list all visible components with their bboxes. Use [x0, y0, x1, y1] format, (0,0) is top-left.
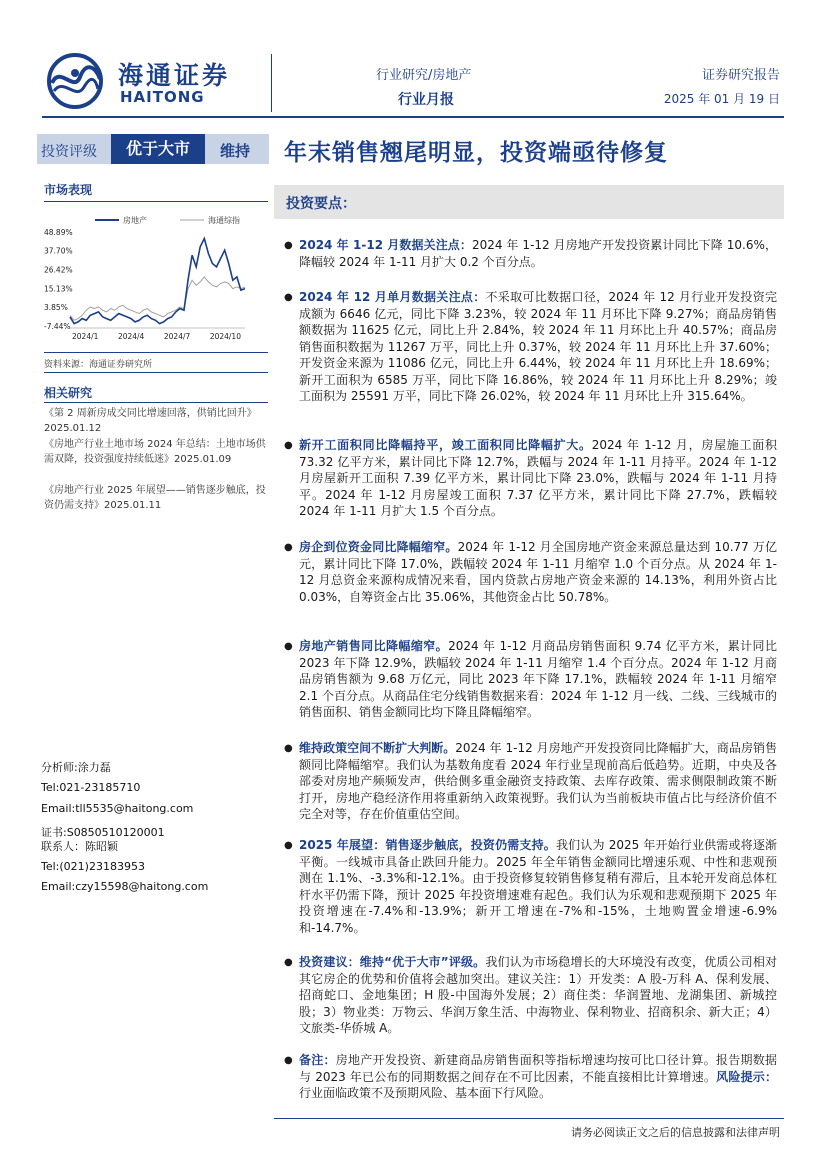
chart-source-rule-bottom [44, 372, 268, 373]
report-date: 2025 年 01 月 19 日 [663, 92, 780, 106]
key-point-lead: 2024 年 12 月单月数据关注点： [299, 290, 486, 304]
risk-text: 行业面临政策不及预期风险、基本面下行风险。 [299, 1086, 552, 1100]
x-tick-label: 2024/1 [72, 332, 99, 341]
rating-label: 投资评级 [41, 144, 97, 160]
y-tick-label: 15.13% [44, 284, 73, 294]
key-point-lead: 备注： [299, 1053, 336, 1067]
report-category: 行业研究/房地产 [376, 68, 472, 83]
analyst-email[interactable]: Email:tll5535@haitong.com [41, 802, 194, 815]
research-item[interactable]: 《房地产行业 2025 年展望——销售逐步触底，投资仍需支持》2025.01.11 [44, 485, 266, 511]
contact-tel: Tel:(021)23183953 [41, 860, 145, 873]
bullet-icon: ● [284, 292, 293, 303]
key-point [299, 837, 777, 936]
research-section-rule [44, 402, 268, 403]
bullet-icon: ● [284, 440, 293, 451]
analyst-tel: Tel:021-23185710 [41, 781, 141, 794]
key-point-lead: 房企到位资金同比降幅缩窄。 [299, 540, 458, 554]
research-item[interactable]: 《房地产行业土地市场 2024 年总结：土地市场供需双降，投资强度持续低迷》2025.01.09 [44, 439, 266, 465]
rating-value: 优于大市 [111, 134, 205, 164]
header-divider [271, 54, 272, 112]
legend-label: 海通综指 [208, 216, 240, 225]
key-point-lead: 房地产销售同比降幅缩窄。 [299, 639, 449, 653]
key-point-text: 2024 年 1-12 月房地产开发投资同比降幅扩大，商品房销售额同比降幅缩窄。我们认为基数角度看 2024 年行业呈现前高后低趋势。近期，中央及各部委对房地产频频发声，供给侧多重金融资支持政策、去库存政策、需求侧限制政策不断打开，房地产稳经济作用将重新纳入政策视野。我们认为当前板块市值占比与经济价值不完全对等，存在价值重估空间。 [299, 741, 777, 821]
key-point [299, 539, 777, 605]
key-point-text: 2024 年 1-12 月商品房销售面积 9.74 亿平方米，累计同比 2023 年下降 12.9%，跌幅较 2024 年 1-11 月缩窄 1.4 个百分点。2024 年 1-12 月商品房销售额为 9.68 万亿元，同比 2023 年下降 17.1%，跌幅较 2024 年 1-11 月缩窄 2.1 个百分点。从商品住宅分线销售数据来看：2024 年 1-12 月一线、二线、三线城市的销售面积、销售金额同比均下降且降幅缩窄。 [299, 639, 777, 719]
risk-lead: 风险提示： [716, 1069, 777, 1084]
key-points-title: 投资要点： [286, 196, 356, 212]
page-title: 年末销售翘尾明显，投资端亟待修复 [284, 140, 668, 166]
key-point-text: 不采取可比数据口径，2024 年 12 月行业开发投资完成额为 6646 亿元，同比下降 3.23%，较 2024 年 11 月环比下降 9.27%；商品房销售额数据为 11625 亿元，同比上升 2.84%，较 2024 年 11 月环比上升 40.57%；商品房销售面积数据为 11267 万平，同比上升 0.37%，较 2024 年 11 月环比上升 37.60%；开发资金来源为 11086 亿元，同比上升 6.44%，较 2024 年 11 月环比上升 18.69%；新开工面积为 6585 万平，同比下降 16.86%，较 2024 年 11 月环比上升 8.29%；竣工面积为 25591 万平，同比下降 26.02%，较 2024 年 11 月环比上升 315.64%。 [299, 290, 777, 403]
bullet-icon: ● [284, 240, 293, 251]
research-item[interactable]: 《第 2 周新房成交同比增速回落，供销比回升》2025.01.12 [44, 408, 257, 434]
market-section-rule [44, 201, 268, 202]
key-point-lead: 新开工面积同比降幅持平，竣工面积同比降幅扩大。 [299, 438, 592, 452]
bullet-icon: ● [284, 957, 293, 968]
haitong-logo-icon [44, 53, 106, 109]
key-point-lead: 维持政策空间不断扩大判断。 [299, 741, 456, 755]
key-point-lead: 投资建议：维持“优于大市”评级。 [299, 955, 486, 969]
chart-legend [95, 215, 240, 225]
chart-y-ticks [44, 228, 73, 331]
chart-x-ticks [72, 332, 241, 341]
footer-rule [274, 1118, 784, 1119]
series-line-海通综指 [70, 277, 245, 320]
key-point [299, 289, 777, 405]
bullet-icon: ● [284, 542, 293, 553]
market-section-title: 市场表现 [44, 183, 93, 197]
legal-disclaimer-notice[interactable]: 请务必阅读正文之后的信息披露和法律声明 [571, 1126, 780, 1139]
report-label: 证券研究报告 [701, 68, 780, 83]
research-section-title: 相关研究 [44, 386, 93, 400]
key-point-text: 我们认为 2025 年开始行业供需或将逐渐平衡。一线城市具备止跌回升能力。2025 年全年销售金额同比增速乐观、中性和悲观预测在 1.1%、-3.3%和-12.1%。由于投资修复较销售修复稍有滞后，且本轮开发商总体杠杆水平仍需下降，预计 2025 年投资增速难有起色。我们认为乐观和悲观预期下 2025 年投资增速在-7.4%和-13.9%；新开工增速在-7%和-15%，土地购置金增速-6.9%和-14.7%。 [299, 838, 778, 935]
y-tick-label: -7.44% [44, 322, 71, 331]
bullet-icon: ● [284, 1055, 293, 1066]
contact-email[interactable]: Email:czy15598@haitong.com [41, 880, 209, 893]
chart-series [70, 239, 245, 324]
y-tick-label: 37.70% [44, 246, 73, 256]
key-point-text: 我们认为市场稳增长的大环境没有改变，优质公司相对其它房企的优势和价值将会越加突出。建议关注：1）开发类：A 股-万科 A、保利发展、招商蛇口、金地集团；H 股-中国海外发展；2）商住类：华润置地、龙湖集团、新城控股；3）物业类：万物云、华润万象生活、中海物业、保利物业、招商积余、新大正；4）文旅类-华侨城 A。 [299, 955, 777, 1035]
key-point [299, 437, 777, 520]
key-point [299, 740, 777, 823]
chart-source: 资料来源：海通证券研究所 [44, 360, 153, 370]
key-point-text: 2024 年 1-12 月全国房地产资金来源总量达到 10.77 万亿元，累计同比下降 17.0%，跌幅较 2024 年 1-11 月缩窄 1.0 个百分点。从 2024 年 1-12 月总资金来源构成情况来看，国内贷款占房地产资金来源的 14.13%，利用外资占比 0.03%，自筹资金占比 35.06%，其他资金占比 50.78%。 [299, 540, 777, 604]
key-point [299, 954, 777, 1037]
legend-label: 房地产 [123, 216, 147, 225]
key-point [299, 638, 777, 721]
report-type: 行业月报 [398, 92, 454, 108]
x-tick-label: 2024/4 [117, 332, 145, 341]
analyst-name: 分析师:涂力磊 [41, 761, 111, 774]
bullet-icon: ● [284, 641, 293, 652]
y-tick-label: 26.42% [44, 265, 73, 275]
key-point [299, 237, 777, 270]
x-tick-label: 2024/10 [209, 332, 241, 341]
y-tick-label: 3.85% [44, 303, 68, 313]
rating-status: 维持 [220, 142, 251, 160]
key-point-text: 2024 年 1-12 月，房屋施工面积 73.32 亿平方米，累计同比下降 12.7%，跌幅与 2024 年 1-11 月持平。2024 年 1-12 月房屋新开工面积 7.39 亿平方米，累计同比下降 23.0%，跌幅与 2024 年 1-11 月持平。2024 年 1-12 月房屋竣工面积 7.37 亿平方米，累计同比下降 27.7%，跌幅较 2024 年 1-11 月扩大 1.5 个百分点。 [299, 438, 777, 518]
header-rule [42, 116, 784, 118]
market-performance-chart [40, 210, 270, 345]
key-point-lead: 2025 年展望：销售逐步触底，投资仍需支持。 [299, 838, 556, 852]
analyst-certificate: 证书:S0850510120001 [41, 826, 165, 839]
key-point-text: 2024 年 1-12 月房地产开发投资累计同比下降 10.6%，降幅较 2024 年 1-11 月扩大 0.2 个百分点。 [299, 238, 777, 269]
bullet-icon: ● [284, 743, 293, 754]
y-tick-label: 48.89% [44, 228, 73, 237]
series-line-房地产 [70, 239, 245, 324]
contact-name: 联系人：陈昭颖 [41, 840, 118, 853]
key-point-text: 房地产开发投资、新建商品房销售面积等指标增速均按可比口径计算。报告期数据与 2023 年已公布的同期数据之间存在不可比因素，不能直接相比计算增速。 [299, 1053, 777, 1084]
x-tick-label: 2024/7 [163, 332, 191, 341]
bullet-icon: ● [284, 840, 293, 851]
logo-english: HAITONG [120, 88, 205, 106]
key-point [299, 1052, 777, 1102]
logo-chinese: 海通证券 [118, 61, 231, 90]
chart-source-rule [44, 352, 268, 353]
key-point-lead: 2024 年 1-12 月数据关注点： [299, 238, 472, 252]
